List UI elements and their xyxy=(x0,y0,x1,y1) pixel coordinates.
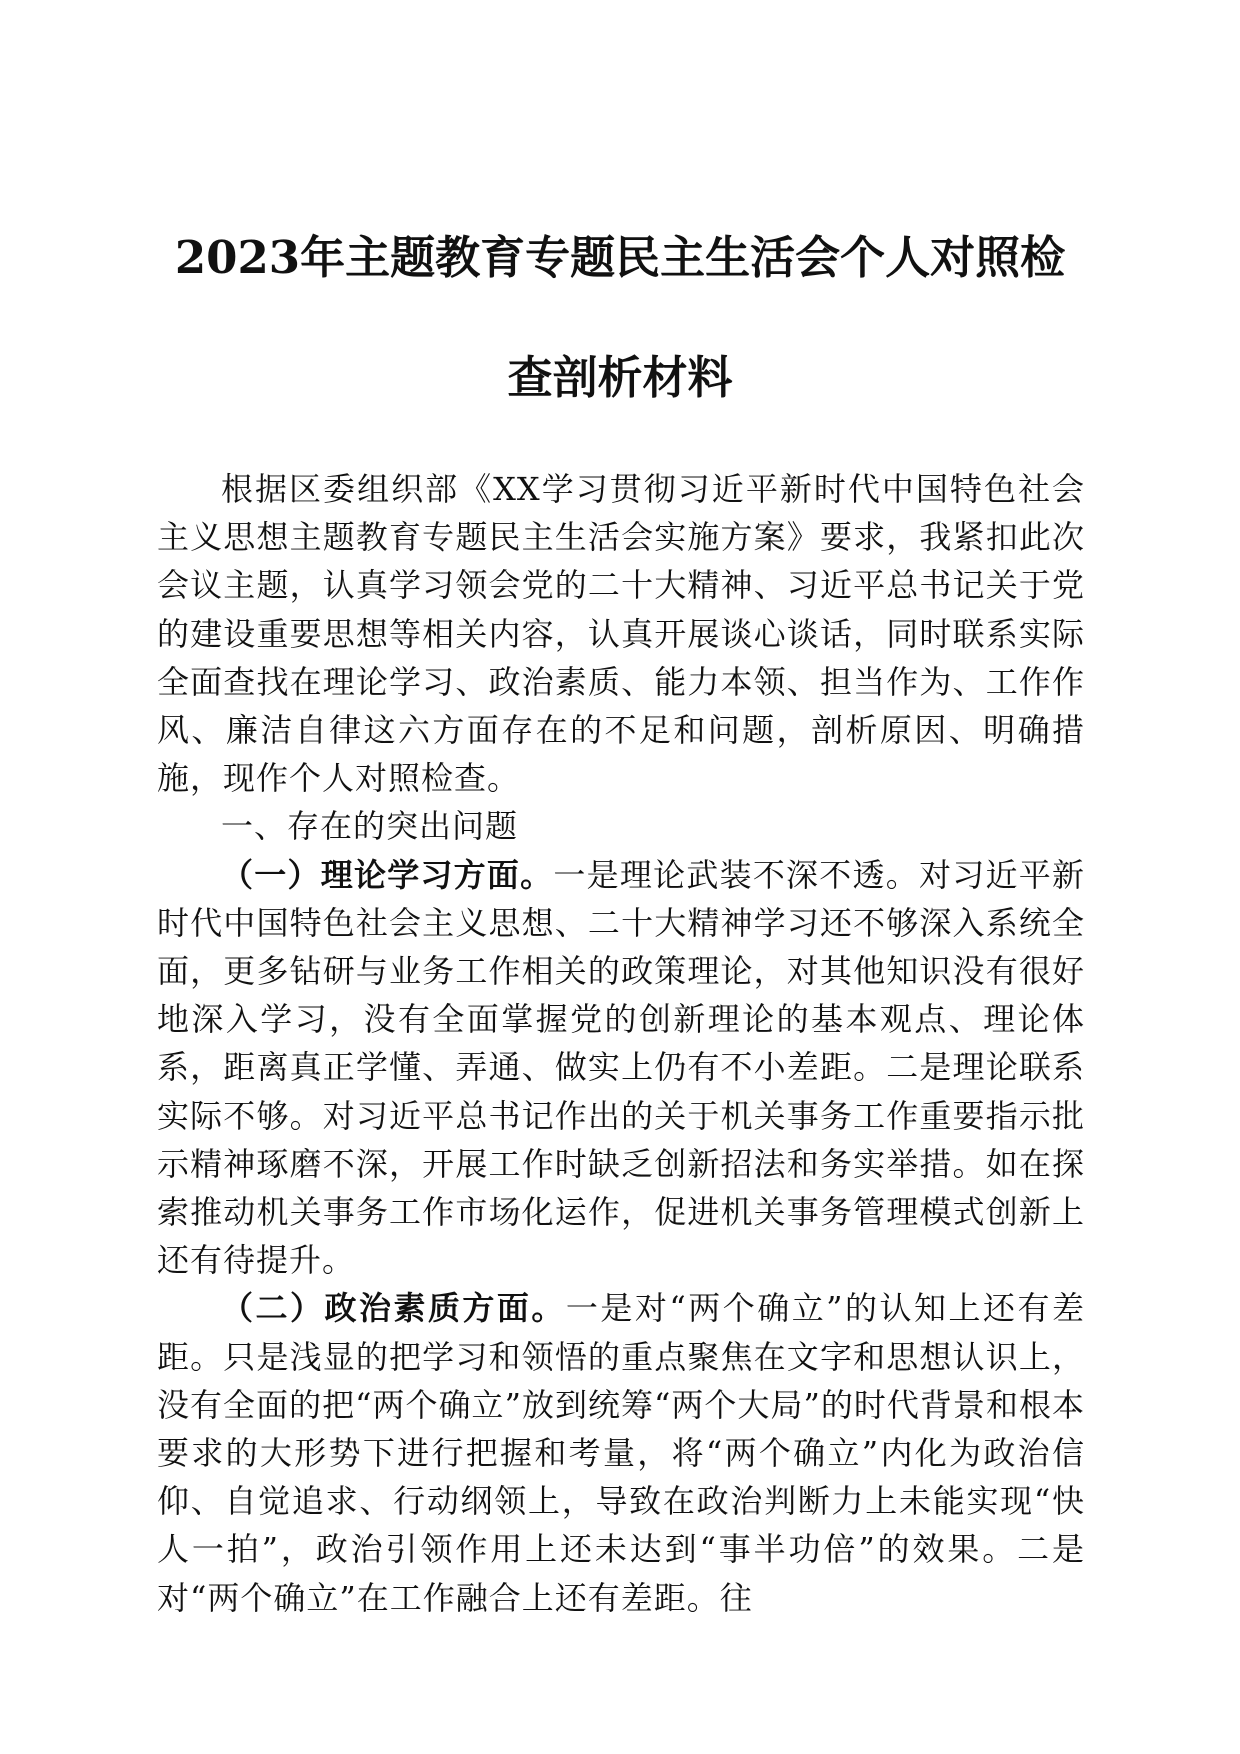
theory-study-paragraph xyxy=(157,851,1085,1285)
political-quality-subhead: （二）政治素质方面。 xyxy=(221,1289,566,1328)
theory-study-subhead: （一）理论学习方面。 xyxy=(221,855,554,894)
document-title-line-1: 2023年主题教育专题民主生活会个人对照检 xyxy=(174,231,1066,284)
document-title-line-2: 查剖析材料 xyxy=(507,351,733,404)
intro-paragraph: 根据区委组织部《XX学习贯彻习近平新时代中国特色社会主义思想主题教育专题民主生活会实施方案》要求，我紧扣此次会议主题，认真学习领会党的二十大精神、习近平总书记关于党的建设重要思想等相关内容，认真开展谈心谈话，同时联系实际全面查找在理论学习、政治素质、能力本领、担当作为、工作作风、廉洁自律这六方面存在的不足和问题，剖析原因、明确措施，现作个人对照检查。 xyxy=(157,470,1085,798)
political-quality-text: 一是对“两个确立”的认知上还有差距。只是浅显的把学习和领悟的重点聚焦在文字和思想认识上，没有全面的把“两个确立”放到统筹“两个大局”的时代背景和根本要求的大形势下进行把握和考量，将“两个确立”内化为政治信仰、自觉追求、行动纲领上，导致在政治判断力上未能实现“快人一拍”，政治引领作用上还未达到“事半功倍”的效果。二是对“两个确立”在工作融合上还有差距。往 xyxy=(157,1289,1085,1617)
section-heading-problems: 一、存在的突出问题 xyxy=(221,807,519,846)
theory-study-text: 一是理论武装不深不透。对习近平新时代中国特色社会主义思想、二十大精神学习还不够深入系统全面，更多钻研与业务工作相关的政策理论，对其他知识没有很好地深入学习，没有全面掌握党的创新理论的基本观点、理论体系，距离真正学懂、弄通、做实上仍有不小差距。二是理论联系实际不够。对习近平总书记作出的关于机关事务工作重要指示批示精神琢磨不深，开展工作时缺乏创新招法和务实举措。如在探索推动机关事务工作市场化运作，促进机关事务管理模式创新上还有待提升。 xyxy=(157,855,1085,1280)
document-body xyxy=(157,465,1085,1622)
political-quality-paragraph xyxy=(157,1284,1085,1621)
